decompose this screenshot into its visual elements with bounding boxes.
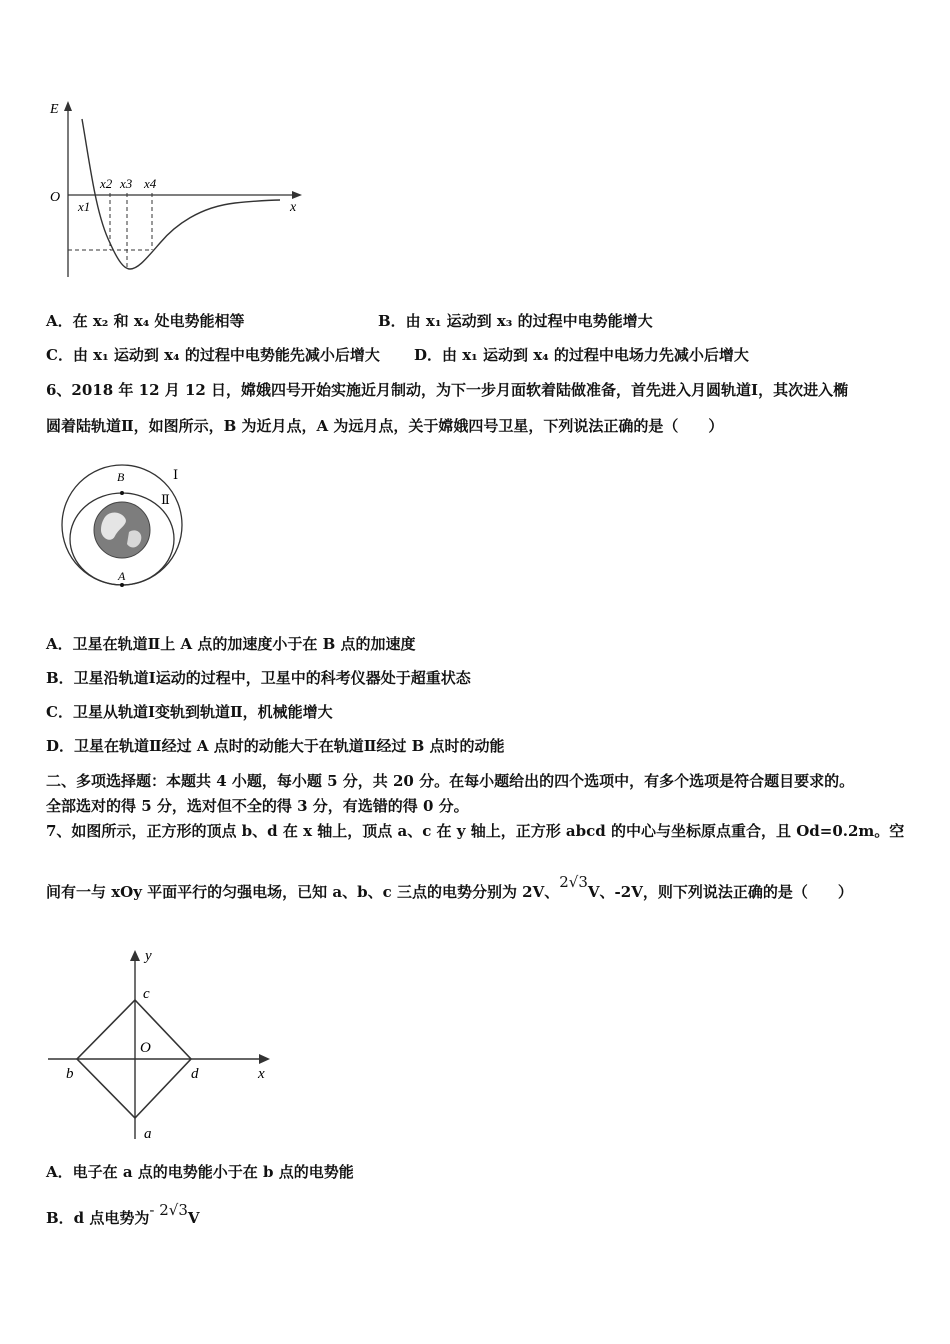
x-axis-arrow	[259, 1054, 270, 1064]
section2-heading-line1: 二、多项选择题：本题共 4 小题，每小题 5 分，共 20 分。在每小题给出的四个选项中，有多个选项是符合题目要求的。	[46, 772, 855, 790]
label-orbit-II: Ⅱ	[161, 492, 170, 507]
q7-stem-line2-post: V、-2V，则下列说法正确的是（ ）	[587, 883, 853, 901]
q6-option-b: B．卫星沿轨道Ⅰ运动的过程中，卫星中的科考仪器处于超重状态	[46, 669, 471, 687]
label-O: O	[140, 1040, 151, 1056]
label-orbit-I: Ⅰ	[173, 467, 179, 482]
q5-option-c: C．由 x₁ 运动到 x₄ 的过程中电势能先减小后增大	[46, 346, 380, 364]
q5-option-b: B．由 x₁ 运动到 x₃ 的过程中电势能增大	[378, 312, 653, 330]
y-axis-arrow	[130, 950, 140, 961]
label-x: x	[290, 200, 297, 215]
label-x3: x3	[120, 176, 133, 191]
label-a: a	[144, 1126, 152, 1142]
q7-option-a: A．电子在 a 点的电势能小于在 b 点的电势能	[46, 1163, 354, 1181]
q6-orbit-figure	[55, 462, 195, 592]
label-c: c	[143, 986, 150, 1002]
label-x: x	[258, 1066, 265, 1082]
q7-potential-math: 2√3	[559, 873, 588, 891]
label-x2: x2	[100, 176, 113, 191]
label-x4: x4	[144, 176, 157, 191]
point-B	[120, 491, 124, 495]
q6-option-c: C．卫星从轨道Ⅰ变轨到轨道Ⅱ，机械能增大	[46, 703, 333, 721]
q7-option-b-post: V	[187, 1209, 200, 1227]
q7-square-figure	[48, 944, 278, 1144]
q5-energy-graph	[40, 95, 320, 285]
label-d: d	[191, 1066, 199, 1082]
q7-option-b-pre: B．d 点电势为	[46, 1209, 150, 1227]
q6-option-a: A．卫星在轨道Ⅱ上 A 点的加速度小于在 B 点的加速度	[46, 635, 416, 653]
q7-option-b-math: - 2√3	[149, 1201, 188, 1219]
label-x1: x1	[78, 199, 91, 214]
q5-option-a: A．在 x₂ 和 x₄ 处电势能相等	[46, 312, 245, 330]
label-b: b	[66, 1066, 74, 1082]
q7-stem-line2	[46, 873, 853, 902]
q6-stem-line1: 6、2018 年 12 月 12 日，嫦娥四号开始实施近月制动，为下一步月面软着陆做准备，首先进入月圆轨道Ⅰ，其次进入椭	[46, 381, 849, 399]
q5-option-d: D．由 x₁ 运动到 x₄ 的过程中电场力先减小后增大	[414, 346, 749, 364]
x-axis-arrow	[292, 191, 302, 199]
label-B: B	[117, 470, 125, 484]
label-E: E	[50, 102, 59, 117]
label-A: A	[118, 569, 126, 583]
q6-option-d: D．卫星在轨道Ⅱ经过 A 点时的动能大于在轨道Ⅱ经过 B 点时的动能	[46, 737, 505, 755]
q7-stem-line2-pre: 间有一与 xOy 平面平行的匀强电场，已知 a、b、c 三点的电势分别为 2V、	[46, 883, 560, 901]
q6-stem-line2: 圆着陆轨道Ⅱ，如图所示，B 为近月点，A 为远月点，关于嫦娥四号卫星，下列说法正确的是（ ）	[46, 417, 724, 435]
point-A	[120, 583, 124, 587]
y-axis-arrow	[64, 101, 72, 111]
energy-curve	[82, 119, 280, 269]
q7-stem-line1: 7、如图所示，正方形的顶点 b、d 在 x 轴上，顶点 a、c 在 y 轴上，正方形 abcd 的中心与坐标原点重合，且 Od=0.2m。空	[46, 822, 905, 840]
section2-heading-line2: 全部选对的得 5 分，选对但不全的得 3 分，有选错的得 0 分。	[46, 797, 469, 815]
label-y: y	[145, 948, 152, 964]
label-O: O	[50, 190, 61, 205]
q7-option-b	[46, 1201, 200, 1228]
